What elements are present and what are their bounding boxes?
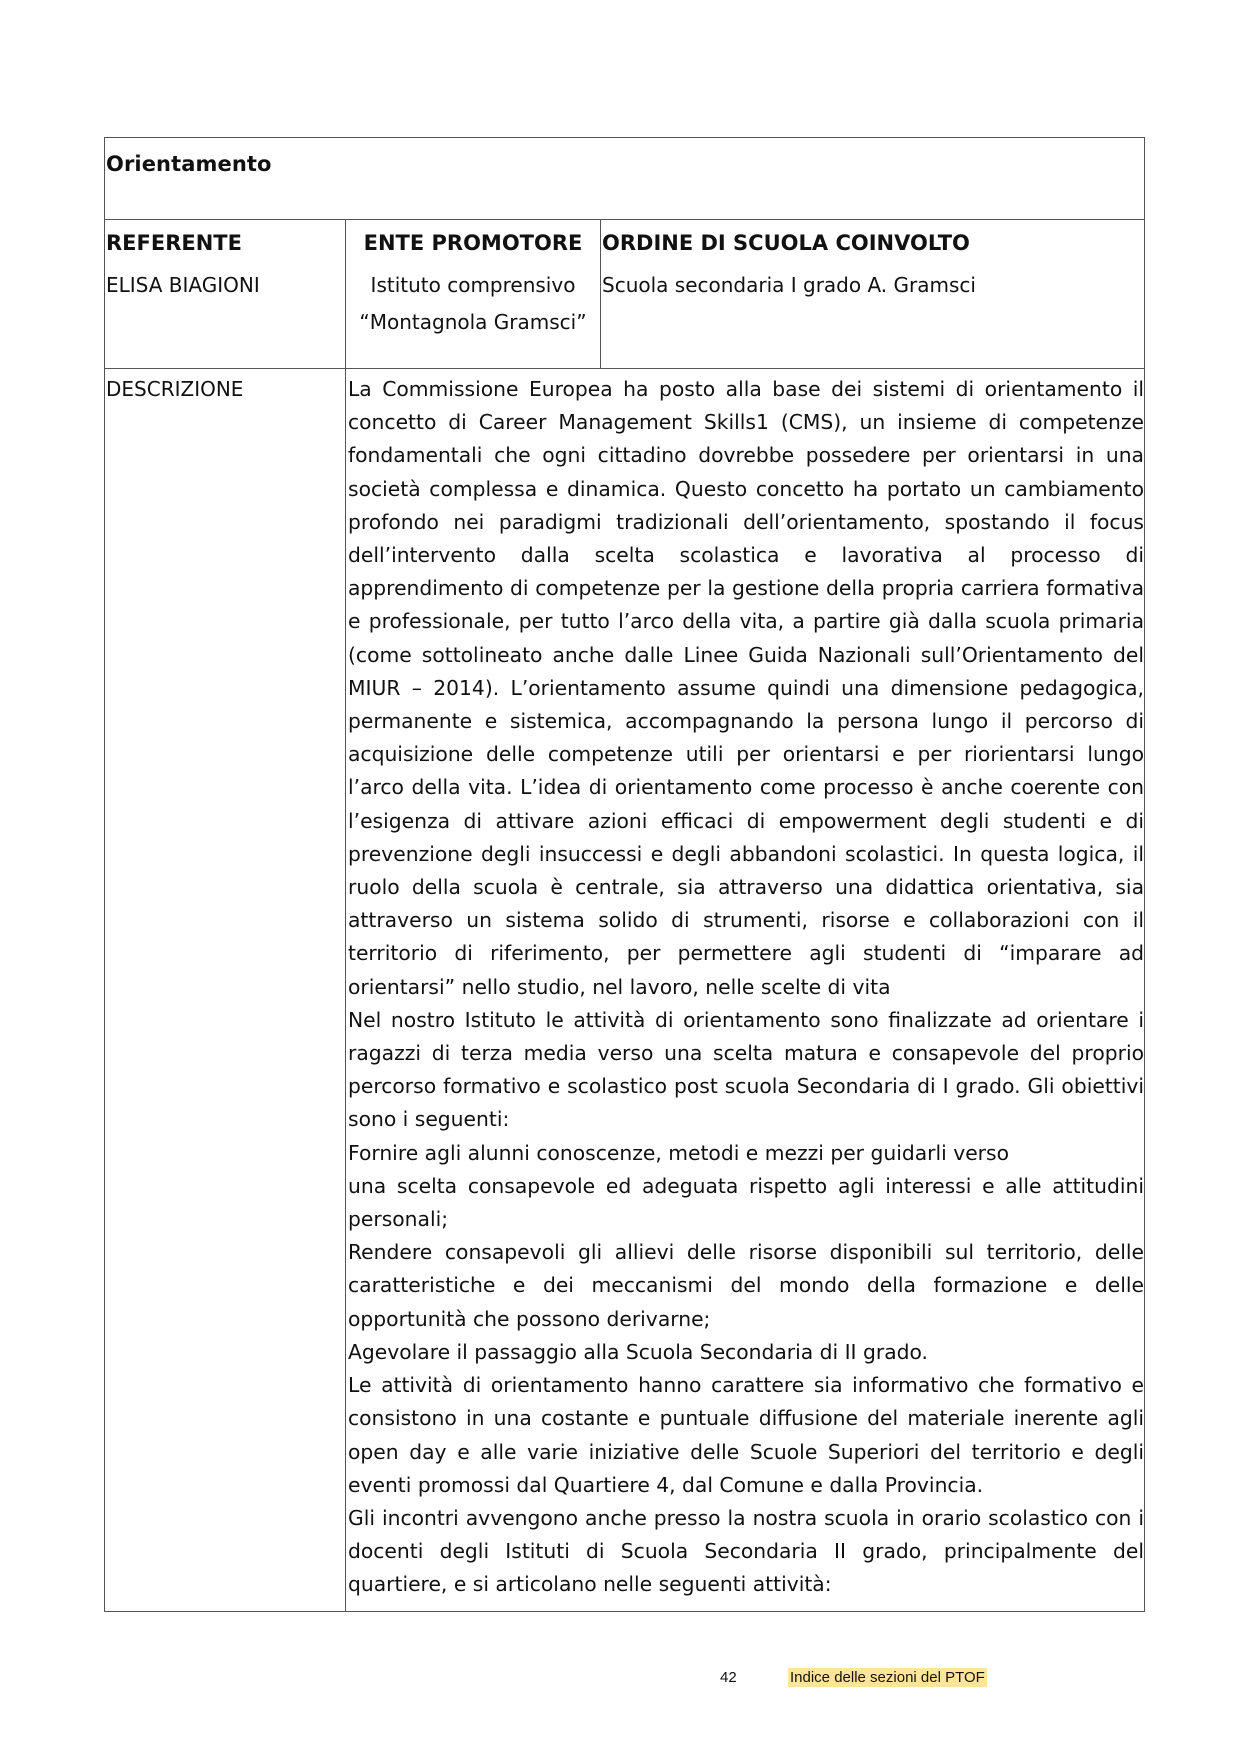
ordine-value: Scuola secondaria I grado A. Gramsci (602, 273, 976, 297)
description-paragraph: Fornire agli alunni conoscenze, metodi e mezzi per guidarli verso (348, 1140, 1009, 1165)
ente-line-2: “Montagnola Gramsci” (359, 310, 587, 334)
project-table (104, 137, 1145, 1612)
referente-header: REFERENTE (106, 231, 242, 255)
description-paragraph: Le attività di orientamento hanno carattere sia informativo che formativo e consistono in una costante e puntuale diffusione del materiale inerente agli open day e alle varie iniziative delle Scuole Superiori del territorio e degli eventi promossi dal Quartiere 4, dal Comune e dalla Provincia. (348, 1373, 1144, 1497)
column-divider (345, 220, 346, 369)
description-body (348, 373, 1144, 1602)
description-paragraph: La Commissione Europea ha posto alla base dei sistemi di orientamento il concetto di Career Management Skills1 (CMS), un insieme di competenze fondamentali che ogni cittadino dovrebbe possedere per orientarsi in una società complessa e dinamica. Questo concetto ha portato un cambiamento profondo nei paradigmi tradizionali dell’orientamento, spostando il focus dell’intervento dalla scelta scolastica e lavorativa al processo di apprendimento di competenze per la gestione della propria carriera formativa e professionale, per tutto l’arco della vita, a partire già dalla scuola primaria (come sottolineato anche dalle Linee Guida Nazionali sull’Orientamento del MIUR – 2014). L’orientamento assume quindi una dimensione pedagogica, permanente e sistemica, accompagnando la persona lungo il percorso di acquisizione delle competenze utili per orientarsi e per riorientarsi lungo l’arco della vita. L’idea di orientamento come processo è anche coerente con l’esigenza di attivare azioni efficaci di empowerment degli studenti e di prevenzione degli insuccessi e degli abbandoni scolastici. In questa logica, il ruolo della scuola è centrale, sia attraverso una didattica orientativa, sia attraverso un sistema solido di strumenti, risorse e collaborazioni con il territorio di riferimento, per permettere agli studenti di “imparare ad orientarsi” nello studio, nel lavoro, nelle scelte di vita (348, 377, 1144, 999)
description-paragraph: Agevolare il passaggio alla Scuola Secondaria di II grado. (348, 1339, 928, 1364)
description-divider (345, 369, 346, 1612)
ente-header: ENTE PROMOTORE (363, 231, 583, 255)
table-title: Orientamento (106, 152, 272, 176)
descrizione-label: DESCRIZIONE (106, 377, 244, 401)
page-number: 42 (720, 1669, 737, 1686)
description-paragraph: Gli incontri avvengono anche presso la nostra scuola in orario scolastico con i docenti degli Istituti di Scuola Secondaria II grado, principalmente del quartiere, e si articolano nelle seguenti attività: (348, 1505, 1144, 1597)
ptof-index-link[interactable]: Indice delle sezioni del PTOF (790, 1669, 985, 1686)
column-divider (600, 220, 601, 369)
info-row (105, 220, 1144, 369)
description-paragraph: una scelta consapevole ed adeguata rispetto agli interessi e alle attitudini personali; (348, 1173, 1144, 1232)
ordine-header: ORDINE DI SCUOLA COINVOLTO (602, 231, 970, 255)
description-paragraph: Rendere consapevoli gli allievi delle risorse disponibili sul territorio, delle caratteristiche e dei meccanismi del mondo della formazione e delle opportunità che possono derivarne; (348, 1240, 1144, 1331)
ente-line-1: Istituto comprensivo (370, 273, 576, 297)
table-title-row (105, 138, 1144, 220)
description-paragraph: Nel nostro Istituto le attività di orientamento sono finalizzate ad orientare i ragazzi di terza media verso una scelta matura e consapevole del proprio percorso formativo e scolastico post scuola Secondaria di I grado. Gli obiettivi sono i seguenti: (348, 1007, 1144, 1132)
referente-name: ELISA BIAGIONI (106, 273, 260, 297)
